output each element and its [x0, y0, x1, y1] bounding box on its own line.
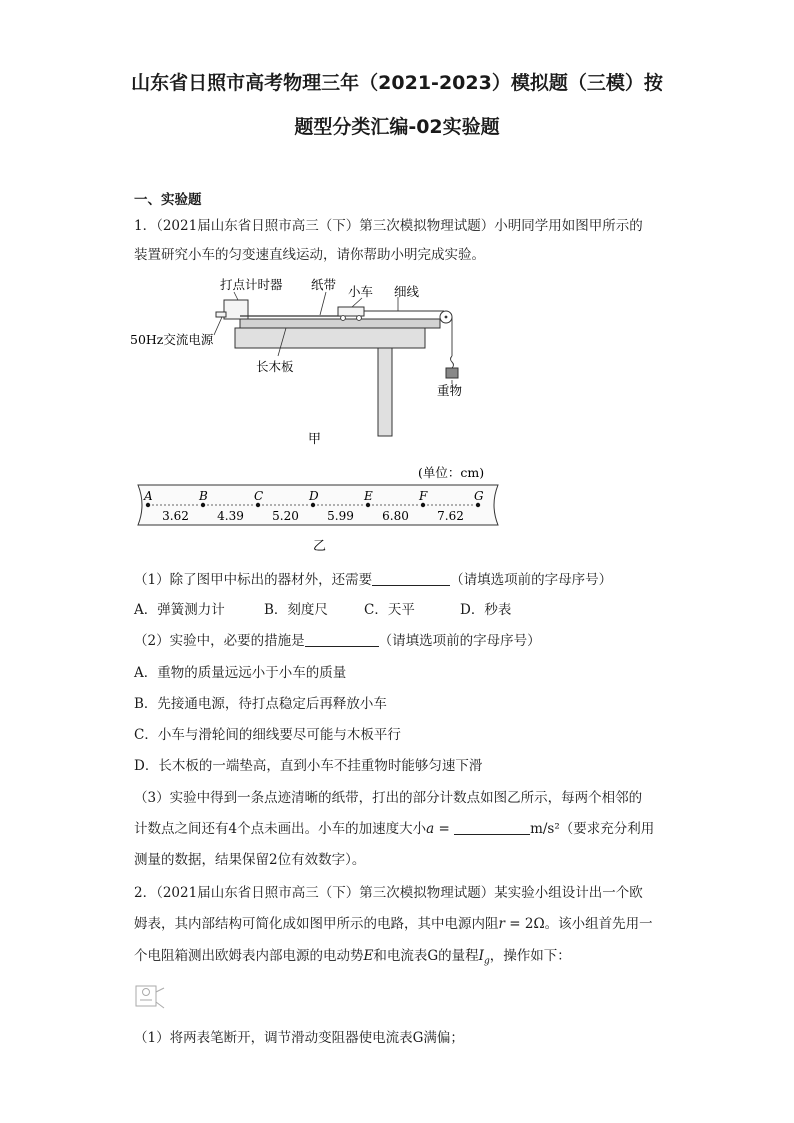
tape-label-C: C [254, 489, 264, 503]
q2-line3 [134, 944, 571, 967]
q1-sub1-options [134, 598, 511, 618]
q2-line2 [134, 912, 653, 932]
q2-line3-pre: 个电阻箱测出欧姆表内部电源的电动势 [134, 948, 364, 964]
q1-sub1-option-d: D．秒表 [460, 602, 512, 618]
circuit-thumbnail [132, 980, 168, 1014]
tape-distance: 4.39 [217, 509, 244, 523]
tape-point-G [476, 503, 480, 507]
label-board: 长木板 [256, 359, 294, 374]
table-top [235, 328, 425, 348]
tape-label-G: G [474, 489, 484, 503]
figure-apparatus [130, 272, 480, 452]
table-leg [378, 348, 392, 436]
ig-subscript: g [484, 956, 490, 967]
tape-point-F [421, 503, 425, 507]
q1-sub2 [134, 629, 541, 649]
label-cart: 小车 [348, 284, 374, 299]
caption-jia: 甲 [308, 432, 322, 447]
q1-sub3-line3: 测量的数据，结果保留2位有效数字）。 [134, 852, 366, 868]
tape-point-B [201, 503, 205, 507]
q1-sub1-pre: （1）除了图甲中标出的器材外，还需要 [134, 572, 373, 588]
q2-line2-post: 。该小组首先用一 [544, 916, 653, 932]
r-value: = 2Ω [504, 916, 545, 932]
tape-unit: (单位：cm) [418, 465, 485, 480]
q2-line3-mid: 和电流表G的量程 [373, 948, 479, 964]
label-power: 50Hz交流电源 [130, 332, 214, 347]
q1-sub2-answer-blank[interactable] [305, 632, 379, 647]
q1-sub3-unit: m/s²（要求充分利用 [530, 821, 655, 837]
hook [451, 356, 454, 368]
q2-line2-pre: 姆表，其内部结构可简化成如图甲所示的电路，其中电源内阻 [134, 916, 499, 932]
tape-label-A: A [144, 489, 153, 503]
q1-sub2-option-c: C．小车与滑轮间的细线要尽可能与木板平行 [134, 727, 401, 743]
q1-sub2-option-a: A．重物的质量远远小于小车的质量 [134, 665, 347, 681]
tape-label-F: F [419, 489, 428, 503]
q1-sub3-line1: （3）实验中得到一条点迹清晰的纸带，打出的部分计数点如图乙所示，每两个相邻的 [134, 790, 643, 806]
q2-sub1: （1）将两表笔断开，调节滑动变阻器使电流表G满偏； [134, 1030, 464, 1046]
q1-sub3-line2 [134, 817, 654, 837]
doc-title-line1: 山东省日照市高考物理三年（2021-2023）模拟题（三模）按 [131, 72, 663, 94]
tape-point-E [366, 503, 370, 507]
q2-line1: 2．（2021届山东省日照市高三（下）第三次模拟物理试题）某实验小组设计出一个欧 [134, 885, 643, 901]
pulley-axle [445, 316, 448, 319]
tape-point-D [311, 503, 315, 507]
doc-title-line2: 题型分类汇编-02实验题 [294, 116, 500, 138]
tape-distance: 5.99 [327, 509, 354, 523]
cart-wheel [357, 316, 362, 321]
q1-sub2-option-d: D．长木板的一端垫高，直到小车不挂重物时能够匀速下滑 [134, 758, 483, 774]
tape-label-B: B [199, 489, 208, 503]
tape-distance: 5.20 [272, 509, 299, 523]
label-string: 细线 [394, 284, 420, 299]
q1-sub1-option-c: C．天平 [364, 602, 415, 618]
r-symbol: r [498, 916, 505, 932]
q1-sub2-pre: （2）实验中，必要的措施是 [134, 633, 305, 649]
q1-sub1 [134, 568, 612, 588]
q1-intro-line1: 1．（2021届山东省日照市高三（下）第三次模拟物理试题）小明同学用如图甲所示的 [134, 218, 643, 234]
figure-tape [128, 460, 508, 560]
q1-sub1-option-a: A．弹簧测力计 [134, 602, 225, 618]
label-tape: 纸带 [311, 277, 337, 292]
weight [446, 368, 458, 378]
accel-symbol: a [426, 821, 435, 837]
cart-wheel [341, 316, 346, 321]
q1-sub1-option-b: B．刻度尺 [264, 602, 328, 618]
caption-yi: 乙 [313, 539, 327, 554]
label-weight: 重物 [437, 383, 463, 398]
ig-symbol: I [478, 948, 484, 964]
tape-distance: 7.62 [437, 509, 464, 523]
q1-sub1-post: （请填选项前的字母序号） [450, 572, 613, 588]
tape-distance: 3.62 [162, 509, 189, 523]
q1-intro-line2: 装置研究小车的匀变速直线运动，请你帮助小明完成实验。 [134, 247, 485, 263]
q1-sub2-post: （请填选项前的字母序号） [378, 633, 541, 649]
emf-symbol: E [363, 948, 374, 964]
label-timer: 打点计时器 [220, 277, 283, 292]
q1-sub3-answer-blank[interactable] [454, 820, 530, 835]
q1-sub2-option-b: B．先接通电源，待打点稳定后再释放小车 [134, 696, 387, 712]
q2-line3-post: ，操作如下： [489, 948, 571, 964]
tape-point-C [256, 503, 260, 507]
section-heading: 一、实验题 [134, 192, 202, 208]
cart [338, 307, 364, 316]
tape-distance: 6.80 [382, 509, 409, 523]
timer-plug [216, 312, 226, 317]
q1-sub3-eq: = [434, 821, 455, 837]
tape-label-E: E [364, 489, 373, 503]
tape-label-D: D [309, 489, 319, 503]
long-board [240, 319, 440, 328]
tape-point-A [146, 503, 150, 507]
q1-sub1-answer-blank[interactable] [372, 571, 450, 586]
q1-sub3-line2-pre: 计数点之间还有4个点未画出。小车的加速度大小 [134, 821, 427, 837]
